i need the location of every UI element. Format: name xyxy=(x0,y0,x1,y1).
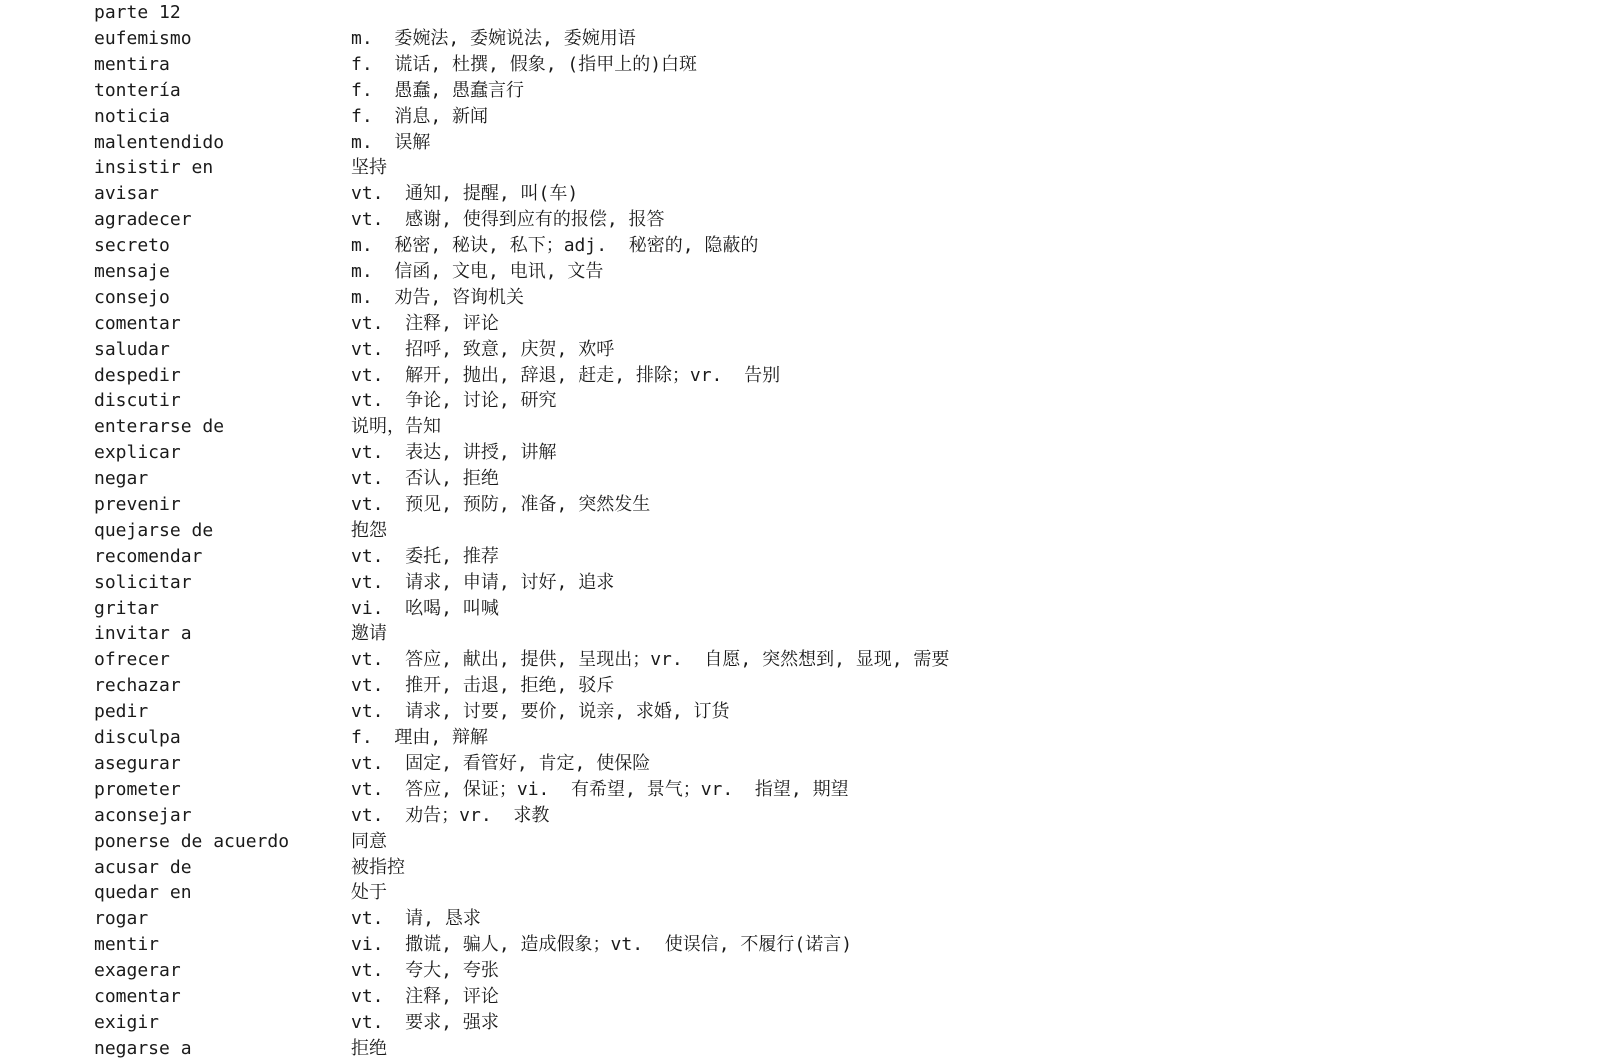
vocab-entry xyxy=(0,492,1600,518)
vocab-definition: f. 理由, 辩解 xyxy=(351,727,489,749)
vocab-term: prometer xyxy=(94,778,181,800)
vocab-term: asegurar xyxy=(94,752,181,774)
vocab-term: malentendido xyxy=(94,131,225,153)
page-heading: parte 12 xyxy=(94,2,181,23)
vocab-term: mentira xyxy=(94,53,170,75)
vocab-entry xyxy=(0,647,1600,673)
vocab-term: pedir xyxy=(94,701,149,723)
vocab-term: negar xyxy=(94,468,149,490)
vocab-definition: vt. 请求, 申请, 讨好, 追求 xyxy=(351,571,615,593)
vocab-entry xyxy=(0,984,1600,1010)
vocab-entry xyxy=(0,52,1600,78)
vocab-definition: 拒绝 xyxy=(351,1037,387,1059)
vocab-term: mentir xyxy=(94,934,160,956)
vocab-entry xyxy=(0,621,1600,647)
vocab-entry xyxy=(0,803,1600,829)
vocab-term: saludar xyxy=(94,338,170,360)
vocab-term: disculpa xyxy=(94,727,181,749)
vocab-term: comentar xyxy=(94,985,181,1007)
vocab-definition: vt. 感谢, 使得到应有的报偿, 报答 xyxy=(351,209,665,231)
vocab-entry xyxy=(0,155,1600,181)
vocab-term: secreto xyxy=(94,235,170,257)
vocab-term: ponerse de acuerdo xyxy=(94,830,290,852)
vocab-definition: vt. 解开, 抛出, 辞退, 赶走, 排除；vr. 告别 xyxy=(351,364,781,386)
vocab-entry xyxy=(0,440,1600,466)
vocab-term: negarse a xyxy=(94,1037,192,1059)
vocab-term: recomendar xyxy=(94,545,203,567)
vocab-term: quedar en xyxy=(94,882,192,904)
vocab-entry xyxy=(0,932,1600,958)
vocab-entry xyxy=(0,673,1600,699)
vocab-definition: vt. 推开, 击退, 拒绝, 驳斥 xyxy=(351,675,615,697)
vocab-term: invitar a xyxy=(94,623,192,645)
vocab-definition: vt. 通知, 提醒, 叫(车) xyxy=(351,183,579,205)
vocab-definition: vt. 固定, 看管好, 肯定, 使保险 xyxy=(351,752,651,774)
vocab-definition: m. 秘密, 秘诀, 私下；adj. 秘密的, 隐蔽的 xyxy=(351,235,759,257)
vocab-definition: f. 消息, 新闻 xyxy=(351,105,489,127)
vocab-entry xyxy=(0,880,1600,906)
vocab-entry xyxy=(0,906,1600,932)
vocab-definition: 被指控 xyxy=(351,856,405,878)
vocab-definition: m. 委婉法, 委婉说法, 委婉用语 xyxy=(351,28,636,49)
vocab-definition: vt. 答应, 保证；vi. 有希望, 景气；vr. 指望, 期望 xyxy=(351,778,849,800)
vocab-entry xyxy=(0,1010,1600,1036)
vocab-definition: vt. 注释, 评论 xyxy=(351,312,499,334)
vocab-term: explicar xyxy=(94,442,181,464)
vocab-term: despedir xyxy=(94,364,181,386)
vocab-definition: vi. 吆喝, 叫喊 xyxy=(351,597,499,619)
vocab-definition: m. 劝告, 咨询机关 xyxy=(351,286,525,308)
vocab-entry xyxy=(0,958,1600,984)
vocab-entry xyxy=(0,570,1600,596)
vocab-definition: vt. 委托, 推荐 xyxy=(351,545,499,567)
vocab-definition: m. 误解 xyxy=(351,131,431,153)
vocab-entry xyxy=(0,363,1600,389)
vocab-term: eufemismo xyxy=(94,28,192,49)
vocab-definition: 说明，告知 xyxy=(351,416,441,438)
vocab-term: agradecer xyxy=(94,209,192,231)
vocab-entry xyxy=(0,78,1600,104)
vocab-entry xyxy=(0,233,1600,259)
vocab-term: discutir xyxy=(94,390,181,412)
vocab-term: tontería xyxy=(94,79,181,101)
vocab-term: aconsejar xyxy=(94,804,192,826)
vocab-term: consejo xyxy=(94,286,170,308)
vocab-entry xyxy=(0,130,1600,156)
vocab-definition: vt. 表达, 讲授, 讲解 xyxy=(351,442,557,464)
vocab-definition: 同意 xyxy=(351,830,387,852)
vocab-entry xyxy=(0,699,1600,725)
vocab-entry xyxy=(0,466,1600,492)
vocab-definition: f. 愚蠢, 愚蠢言行 xyxy=(351,79,525,101)
vocab-entry xyxy=(0,181,1600,207)
vocab-term: ofrecer xyxy=(94,649,170,671)
vocab-entry xyxy=(0,388,1600,414)
vocab-entry xyxy=(0,207,1600,233)
vocab-entry xyxy=(0,285,1600,311)
vocab-entry xyxy=(0,544,1600,570)
vocab-definition: vt. 招呼, 致意, 庆贺, 欢呼 xyxy=(351,338,615,360)
vocab-term: mensaje xyxy=(94,261,170,283)
vocab-term: prevenir xyxy=(94,494,181,516)
vocab-term: quejarse de xyxy=(94,519,214,541)
vocab-term: gritar xyxy=(94,597,160,619)
vocab-definition: vt. 答应, 献出, 提供, 呈现出；vr. 自愿, 突然想到, 显现, 需要 xyxy=(351,649,950,671)
vocab-entry xyxy=(0,414,1600,440)
vocab-entry xyxy=(0,751,1600,777)
vocab-term: exigir xyxy=(94,1011,160,1033)
vocab-entry xyxy=(0,104,1600,130)
vocab-term: avisar xyxy=(94,183,160,205)
vocab-entry xyxy=(0,1036,1600,1062)
vocab-entry xyxy=(0,259,1600,285)
vocab-definition: vt. 劝告；vr. 求教 xyxy=(351,804,550,826)
vocab-entry xyxy=(0,829,1600,855)
vocab-definition: vt. 预见, 预防, 准备, 突然发生 xyxy=(351,494,651,516)
vocab-term: noticia xyxy=(94,105,170,127)
vocab-definition: vt. 要求, 强求 xyxy=(351,1011,499,1033)
vocab-entry xyxy=(0,725,1600,751)
vocab-definition: vt. 争论, 讨论, 研究 xyxy=(351,390,557,412)
vocab-term: insistir en xyxy=(94,157,214,179)
vocab-term: solicitar xyxy=(94,571,192,593)
vocab-definition: vi. 撒谎, 骗人, 造成假象；vt. 使误信, 不履行(诺言) xyxy=(351,934,853,956)
vocab-term: comentar xyxy=(94,312,181,334)
vocab-entry xyxy=(0,26,1600,52)
vocab-definition: vt. 注释, 评论 xyxy=(351,985,499,1007)
vocab-entry xyxy=(0,777,1600,803)
vocab-definition: vt. 否认, 拒绝 xyxy=(351,468,499,490)
vocab-definition: vt. 请求, 讨要, 要价, 说亲, 求婚, 订货 xyxy=(351,701,730,723)
vocab-term: rogar xyxy=(94,908,149,930)
vocab-definition: f. 谎话, 杜撰, 假象, (指甲上的)白斑 xyxy=(351,53,698,75)
vocab-entry xyxy=(0,596,1600,622)
vocab-entry xyxy=(0,855,1600,881)
vocab-definition: 邀请 xyxy=(351,623,387,645)
vocab-definition: m. 信函, 文电, 电讯, 文告 xyxy=(351,261,604,283)
vocab-definition: 抱怨 xyxy=(351,519,387,541)
vocab-definition: 处于 xyxy=(351,882,387,904)
vocab-definition: vt. 请, 恳求 xyxy=(351,908,481,930)
vocabulary-list xyxy=(0,26,1600,1062)
vocab-term: enterarse de xyxy=(94,416,225,438)
vocab-entry xyxy=(0,518,1600,544)
vocab-term: rechazar xyxy=(94,675,181,697)
vocab-entry xyxy=(0,311,1600,337)
vocab-definition: vt. 夸大, 夸张 xyxy=(351,960,499,982)
vocab-term: acusar de xyxy=(94,856,192,878)
vocab-term: exagerar xyxy=(94,960,181,982)
vocab-entry xyxy=(0,337,1600,363)
vocab-definition: 坚持 xyxy=(351,157,387,179)
